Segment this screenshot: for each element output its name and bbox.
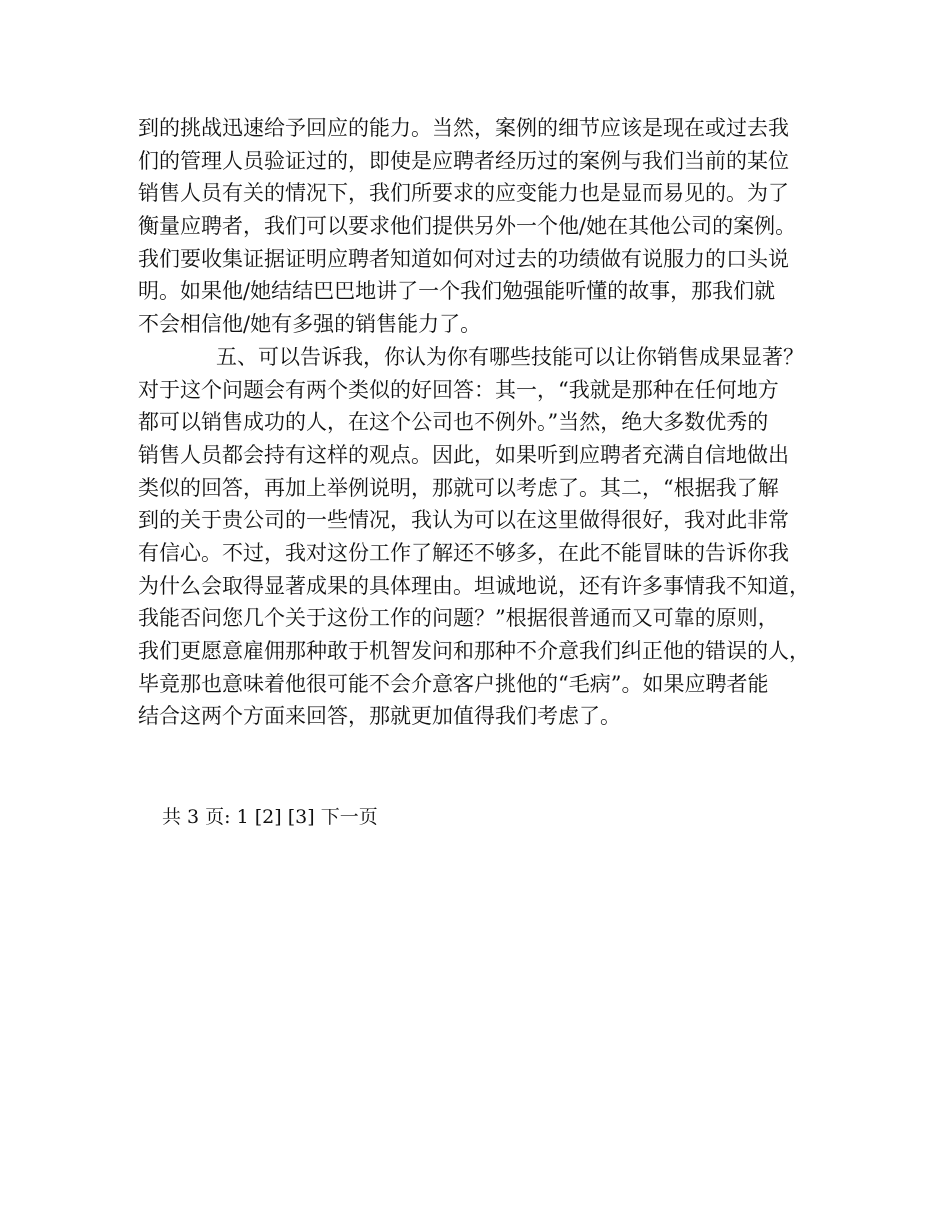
page-2-link[interactable]: [2] bbox=[254, 806, 282, 828]
paragraph-1-line-5: 我们要收集证据证明应聘者知道如何对过去的功绩做有说服力的口头说 bbox=[138, 246, 789, 271]
paragraph-2-line-3: 都可以销售成功的人，在这个公司也不例外。”当然，绝大多数优秀的 bbox=[138, 410, 769, 435]
page-3-link[interactable]: [3] bbox=[287, 806, 315, 828]
paragraph-2-line-4: 销售人员都会持有这样的观点。因此，如果听到应聘者充满自信地做出 bbox=[138, 442, 789, 467]
paragraph-2-line-5: 类似的回答，再加上举例说明，那就可以考虑了。其二，“根据我了解 bbox=[138, 475, 779, 500]
article-body bbox=[138, 112, 838, 733]
paragraph-1-line-4: 衡量应聘者，我们可以要求他们提供另外一个他/她在其他公司的案例。 bbox=[138, 214, 797, 239]
paragraph-1-line-1: 到的挑战迅速给予回应的能力。当然，案例的细节应该是现在或过去我 bbox=[138, 116, 789, 140]
pagination bbox=[162, 802, 378, 832]
paragraph-1-line-3: 销售人员有关的情况下，我们所要求的应变能力也是显而易见的。为了 bbox=[138, 181, 789, 206]
paragraph-2-line-8: 为什么会取得显著成果的具体理由。坦诚地说，还有许多事情我不知道， bbox=[138, 573, 810, 598]
pagination-summary: 共 3 页: 1 bbox=[162, 806, 249, 828]
paragraph-2-line-6: 到的关于贵公司的一些情况，我认为可以在这里做得很好，我对此非常 bbox=[138, 508, 789, 533]
paragraph-2-line-11: 毕竟那也意味着他很可能不会介意客户挑他的“毛病”。如果应聘者能 bbox=[138, 671, 769, 696]
paragraph-2-line-9: 我能否问您几个关于这份工作的问题？”根据很普通而又可靠的原则， bbox=[138, 606, 779, 631]
paragraph-2-line-10: 我们更愿意雇佣那种敢于机智发问和那种不介意我们纠正他的错误的人， bbox=[138, 639, 810, 663]
paragraph-1-line-6: 明。如果他/她结结巴巴地讲了一个我们勉强能听懂的故事，那我们就 bbox=[138, 279, 776, 304]
paragraph-1-line-2: 们的管理人员验证过的，即使是应聘者经历过的案例与我们当前的某位 bbox=[138, 148, 789, 173]
next-page-link[interactable]: 下一页 bbox=[320, 806, 378, 828]
paragraph-1-line-7: 不会相信他/她有多强的销售能力了。 bbox=[138, 312, 482, 337]
paragraph-2-line-12: 结合这两个方面来回答，那就更加值得我们考虑了。 bbox=[138, 704, 621, 729]
paragraph-2-line-2: 对于这个问题会有两个类似的好回答：其一，“我就是那种在任何地方 bbox=[138, 377, 779, 402]
paragraph-2-line-7: 有信心。不过，我对这份工作了解还不够多，在此不能冒昧的告诉你我 bbox=[138, 540, 789, 565]
section-five-heading: 五、可以告诉我，你认为你有哪些技能可以让你销售成果显著？ bbox=[216, 344, 804, 369]
